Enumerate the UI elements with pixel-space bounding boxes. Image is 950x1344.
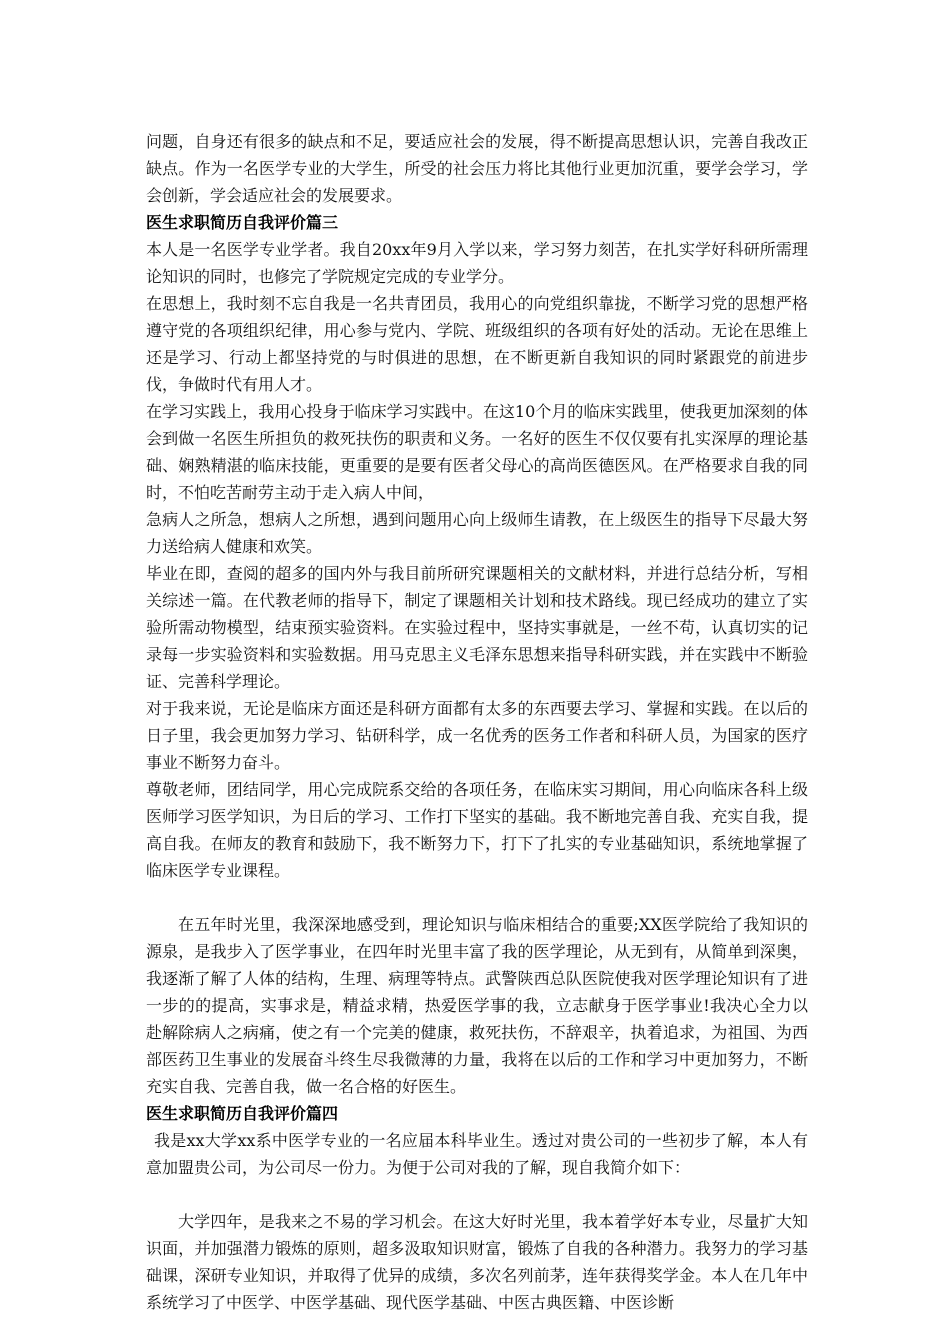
paragraph-s3-8: 在五年时光里，我深深地感受到，理论知识与临床相结合的重要;XX医学院给了我知识的源泉，是我步入了医学事业，在四年时光里丰富了我的医学理论，从无到有，从简单到深奥，我逐渐了解了人体的结构，生理、病理等特点。武警陕西总队医院使我对医学理论知识有了进一步的的提高，实事求是，精益求精，热爱医学事的我，立志献身于医学事业!我决心全力以赴解除病人之病痛，使之有一个完美的健康，救死扶伤，不辞艰辛，执着追求，为祖国、为西部医药卫生事业的发展奋斗终生尽我微薄的力量，我将在以后的工作和学习中更加努力，不断充实自我、完善自我，做一名合格的好医生。 [146,915,808,1096]
paragraph-s3-4: 急病人之所急，想病人之所想，遇到问题用心向上级师生请教，在上级医生的指导下尽最大努力送给病人健康和欢笑。 [146,510,808,556]
section-heading-4: 医生求职简历自我评价篇四 [146,1104,339,1123]
paragraph-s3-2: 在思想上，我时刻不忘自我是一名共青团员，我用心的向党组织靠拢，不断学习党的思想严格遵守党的各项组织纪律，用心参与党内、学院、班级组织的各项有好处的活动。无论在思维上还是学习、行动上都坚持党的与时俱进的思想，在不断更新自我知识的同时紧跟党的前进步伐，争做时代有用人才。 [146,294,808,394]
section-heading-3: 医生求职简历自我评价篇三 [146,213,339,232]
blank-line [146,1181,808,1208]
paragraph-intro: 问题，自身还有很多的缺点和不足，要适应社会的发展，得不断提高思想认识，完善自我改正缺点。作为一名医学专业的大学生，所受的社会压力将比其他行业更加沉重，要学会学习，学会创新，学会适应社会的发展要求。 [146,132,808,205]
paragraph-s4-1: 我是xx大学xx系中医学专业的一名应届本科毕业生。透过对贵公司的一些初步了解，本人有意加盟贵公司，为公司尽一份力。为便于公司对我的了解，现自我简介如下： [146,1131,808,1177]
paragraph-s4-2: 大学四年，是我来之不易的学习机会。在这大好时光里，我本着学好本专业，尽量扩大知识面，并加强潜力锻炼的原则，超多汲取知识财富，锻炼了自我的各种潜力。我努力的学习基础课，深研专业知识，并取得了优异的成绩，多次名列前茅，连年获得奖学金。本人在几年中系统学习了中医学、中医学基础、现代医学基础、中医古典医籍、中医诊断 [146,1212,808,1312]
blank-line [146,884,808,911]
paragraph-s3-6: 对于我来说，无论是临床方面还是科研方面都有太多的东西要去学习、掌握和实践。在以后的日子里，我会更加努力学习、钻研科学，成一名优秀的医务工作者和科研人员，为国家的医疗事业不断努力奋斗。 [146,699,808,772]
paragraph-s3-5: 毕业在即，查阅的超多的国内外与我目前所研究课题相关的文献材料，并进行总结分析，写相关综述一篇。在代教老师的指导下，制定了课题相关计划和技术路线。现已经成功的建立了实验所需动物模型，结束预实验资料。在实验过程中，坚持实事就是，一丝不苟，认真切实的记录每一步实验资料和实验数据。用马克思主义毛泽东思想来指导科研实践，并在实践中不断验证、完善科学理论。 [146,564,808,691]
paragraph-s3-7: 尊敬老师，团结同学，用心完成院系交给的各项任务，在临床实习期间，用心向临床各科上级医师学习医学知识，为日后的学习、工作打下坚实的基础。我不断地完善自我、充实自我，提高自我。在师友的教育和鼓励下，我不断努力下，打下了扎实的专业基础知识，系统地掌握了临床医学专业课程。 [146,780,808,880]
document-page [146,128,808,1316]
paragraph-s3-3: 在学习实践上，我用心投身于临床学习实践中。在这10个月的临床实践里，使我更加深刻的体会到做一名医生所担负的救死扶伤的职责和义务。一名好的医生不仅仅要有扎实深厚的理论基础、娴熟精湛的临床技能，更重要的是要有医者父母心的高尚医德医风。在严格要求自我的同时，不怕吃苦耐劳主动于走入病人中间， [146,402,808,502]
paragraph-s3-1: 本人是一名医学专业学者。我自20xx年9月入学以来，学习努力刻苦，在扎实学好科研所需理论知识的同时，也修完了学院规定完成的专业学分。 [146,240,808,286]
